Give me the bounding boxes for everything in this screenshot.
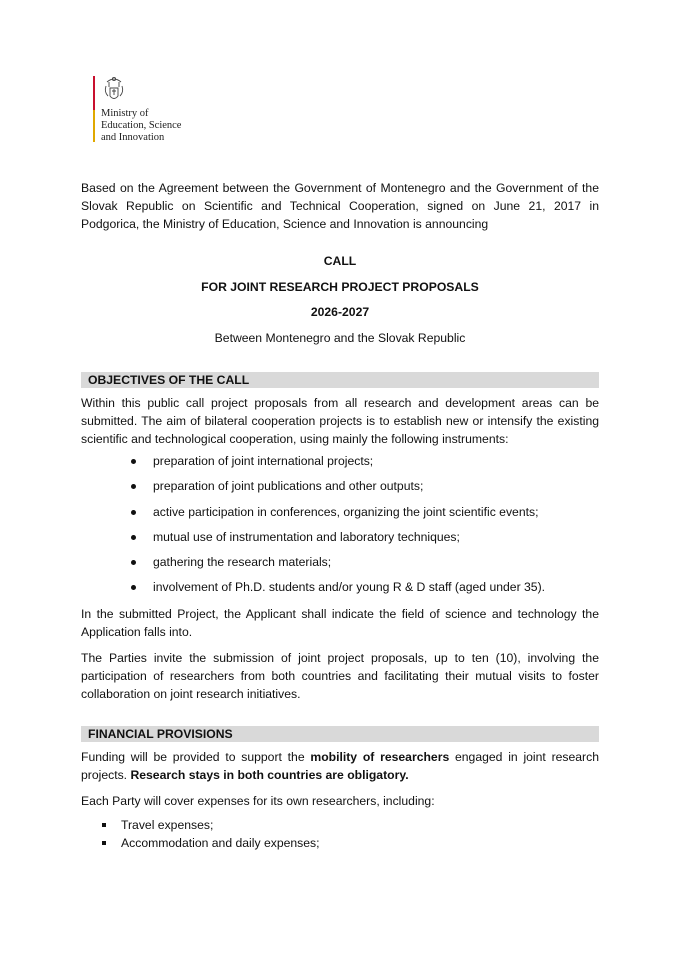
list-item [131, 503, 601, 528]
square-bullet-icon [102, 841, 106, 845]
field-paragraph: In the submitted Project, the Applicant shall indicate the field of science and technology the Application falls into. [81, 607, 599, 639]
coat-of-arms-icon [103, 74, 125, 104]
list-item [101, 834, 571, 852]
list-item [131, 553, 601, 578]
expenses-list [101, 816, 571, 852]
list-item-text: involvement of Ph.D. students and/or young R & D staff (aged under 35). [153, 580, 546, 595]
logo-line-1: Ministry of [101, 108, 149, 119]
list-item-text: mutual use of instrumentation and laboratory techniques; [153, 529, 460, 544]
logo-gold-bar [93, 110, 95, 142]
list-item [131, 477, 601, 502]
financial-heading: FINANCIAL PROVISIONS [81, 726, 599, 742]
bullet-icon [131, 560, 136, 565]
call-subtitle: FOR JOINT RESEARCH PROJECT PROPOSALS [201, 280, 479, 294]
call-years: 2026-2027 [310, 305, 370, 319]
list-item [131, 578, 601, 603]
bullet-icon [131, 535, 136, 540]
intro-paragraph: Based on the Agreement between the Government of Montenegro and the Government of the Slovak Republic on Scientific and Technical Cooperation, signed on June 21, 2017 in Podgorica, the Ministry of Education, Science and Innovation is announcing [81, 181, 599, 231]
funding-paragraph [81, 748, 599, 784]
expenses-paragraph: Each Party will cover expenses for its own researchers, including: [81, 794, 435, 808]
objectives-list [131, 452, 601, 604]
parties-paragraph: The Parties invite the submission of joint project proposals, up to ten (10), involving the participation of researchers from both countries and facilitating their mutual visits to foster collaboration on joint research initiatives. [81, 651, 599, 701]
logo-red-bar [93, 76, 95, 110]
call-parties: Between Montenegro and the Slovak Republic [214, 331, 466, 345]
logo-line-2: Education, Science [101, 120, 182, 131]
list-item-text: Accommodation and daily expenses; [121, 836, 320, 850]
objectives-intro: Within this public call project proposals from all research and development areas can be submitted. The aim of bilateral cooperation projects is to establish new or intensify the existing scientific and technological cooperation, using mainly the following instruments: [81, 396, 599, 446]
square-bullet-icon [102, 823, 106, 827]
funding-text-1: Funding will be provided to support the [81, 750, 311, 764]
ministry-logo [93, 72, 213, 150]
list-item-text: active participation in conferences, organizing the joint scientific events; [153, 504, 539, 519]
list-item-text: preparation of joint publications and other outputs; [153, 479, 424, 494]
logo-line-3: and Innovation [101, 132, 165, 143]
list-item [131, 452, 601, 477]
funding-obligatory: Research stays in both countries are obligatory. [130, 768, 409, 782]
bullet-icon [131, 510, 136, 515]
call-title: CALL [323, 254, 357, 268]
funding-mobility: mobility of researchers [310, 750, 450, 764]
objectives-heading: OBJECTIVES OF THE CALL [81, 372, 599, 388]
list-item-text: gathering the research materials; [153, 555, 332, 570]
bullet-icon [131, 459, 136, 464]
logo-text [101, 108, 181, 144]
list-item-text: preparation of joint international projects; [153, 454, 374, 468]
list-item [101, 816, 571, 834]
list-item-text: Travel expenses; [121, 818, 214, 832]
bullet-icon [131, 484, 136, 489]
list-item [131, 528, 601, 553]
funding-text-2: engaged in joint research projects. [81, 750, 599, 782]
bullet-icon [131, 585, 136, 590]
